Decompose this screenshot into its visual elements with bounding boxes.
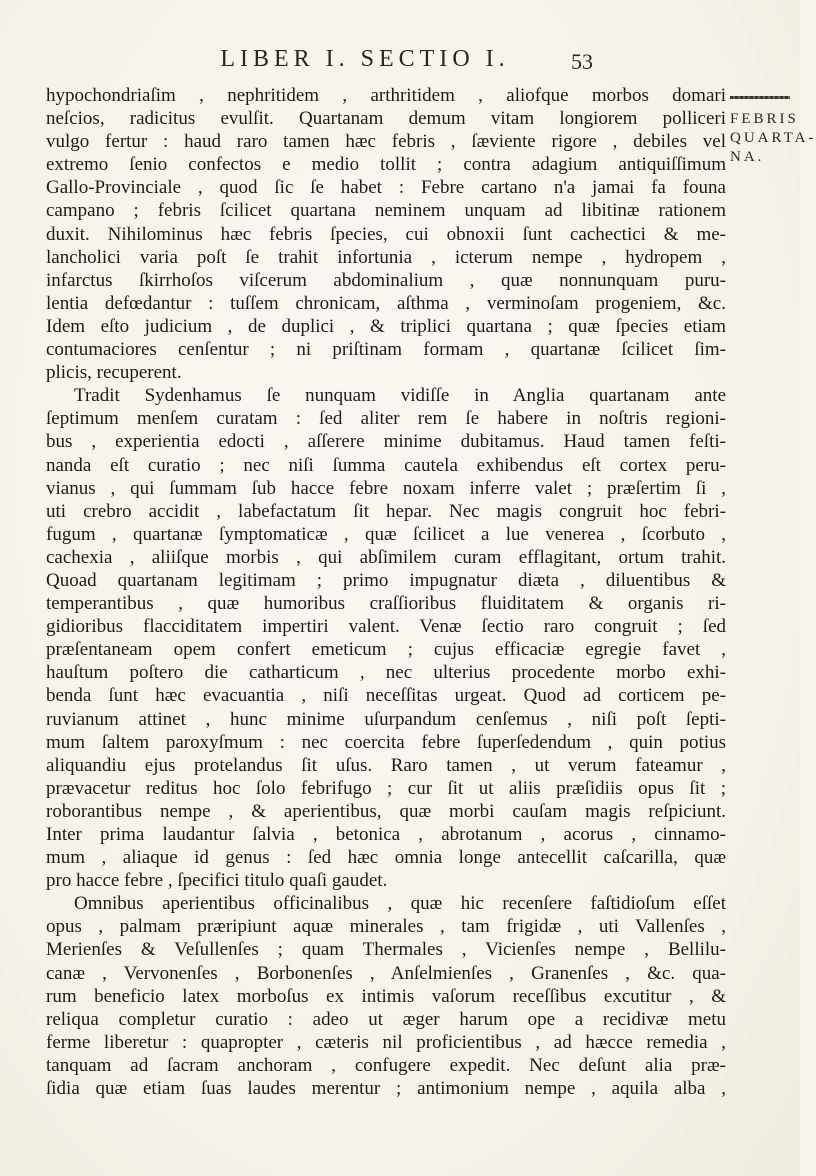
text-line: fugum , quartanæ ſymptomaticæ , quæ ſcilicet a lue venerea , ſcorbuto , [46,523,726,545]
text-line: aliquandiu ejus protelandus ſit uſus. Raro tamen , ut verum fateamur , [46,754,726,776]
text-line: Tradit Sydenhamus ſe nunquam vidiſſe in Anglia quartanam ante [74,385,726,407]
text-line: infarctus ſkirrhoſos viſcerum abdominalium , quæ nonnunquam puru- [46,269,726,291]
text-line: duxit. Nihilominus hæc febris ſpecies, cui obnoxii ſunt cachectici & me- [46,223,726,245]
text-line: ſidia quæ etiam ſuas laudes merentur ; antimonium nempe , aquila alba , [46,1078,726,1100]
text-line: Quoad quartanam legitimam ; primo impugnatur diæta , diluentibus & [46,569,726,591]
text-line: reliqua completur curatio : adeo ut æger harum ope a recidivæ metu [46,1008,726,1030]
text-line: benda ſunt hæc evacuantia , niſi neceſſitas urgeat. Quod ad corticem pe- [46,685,726,707]
text-line: nanda eſt curatio ; nec niſi ſumma cautela exhibendus eſt cortex peru- [46,454,726,476]
text-line: rum beneficio latex morboſus ex intimis vaſorum receſſibus excutitur , & [46,985,726,1007]
text-line: ruvianum attinet , hunc minime uſurpandum cenſemus , niſi poſt ſepti- [46,708,726,730]
text-line: ſeptimum menſem curatam : ſed aliter rem ſe habere in noſtris regioni- [46,408,726,430]
text-line: temperantibus , quæ humoribus craſſioribus fluiditatem & organis ri- [46,593,726,615]
text-line: uti crebro accidit , labefactatum ſit hepar. Nec magis congruit hoc febri- [46,500,726,522]
text-line: lentia defœdantur : tuſſem chronicam, aſthma , verminoſam progeniem, &c. [46,292,726,314]
text-line: bus , experientia edocti , aſſerere minime dubitamus. Haud tamen feſti- [46,431,726,453]
margin-ornament-rule [730,96,790,99]
text-line: hypochondriaſim , nephritidem , arthritidem , aliofque morbos domari [46,85,726,106]
page-number: 53 [571,49,593,74]
text-line: lancholici varia poſt ſe trahit infortunia , icterum nempe , hydropem , [46,246,726,268]
text-line: Idem eſto judicium , de duplici , & triplici quartana ; quæ ſpecies etiam [46,315,726,337]
margin-note-line: QUARTA- [730,130,816,146]
text-line: Gallo-Provinciale , quod ſic ſe habet : Febre cartano n'a jamai fa founa [46,177,726,199]
margin-note-line: NA. [730,149,765,165]
text-line: vianus , qui ſummam ſub hacce febre noxam inferre valet ; præſertim ſi , [46,477,726,499]
text-line: mum , aliaque id genus : ſed hæc omnia longe antecellit caſcarilla, quæ [46,847,726,869]
text-line: prævacetur reditus hoc ſolo febrifugo ; cur ſit ut aliis præſidiis opus ſit ; [46,777,726,799]
text-line: præſentaneam opem confert emeticum ; cujus efficaciæ egregie favet , [46,639,726,661]
text-line: vulgo fertur : haud raro tamen hæc febris , ſæviente rigore , debiles vel [46,131,726,153]
text-line: contumaciores cenſentur ; ni priſtinam formam , quartanæ ſcilicet ſim- [46,339,726,361]
text-line: plicis, recuperent. [46,362,182,384]
text-line: opus , palmam præripiunt aquæ minerales , tam frigidæ , uti Vallenſes , [46,916,726,938]
text-line: hauſtum poſtero die catharticum , nec ulterius procedente morbo exhi- [46,662,726,684]
margin-note [730,110,816,167]
text-line: tanquam ad ſacram anchoram , confugere expedit. Nec deſunt alia præ- [46,1054,726,1076]
text-line: pro hacce febre , ſpecifici titulo quaſi gaudet. [46,870,388,892]
text-line: mum ſaltem paroxyſmum : nec coercita febre ſuperſedendum , quin potius [46,731,726,753]
text-line: campano ; febris ſcilicet quartana neminem unquam ad libitinæ rationem [46,200,726,222]
text-line: Inter prima laudantur ſalvia , betonica , abrotanum , acorus , cinnamo- [46,824,726,845]
running-head: LIBER I. SECTIO I. [220,46,510,72]
text-line: extremo ſenio confectos e medio tollit ; contra adagium antiquiſſimum [46,154,726,176]
text-line: roborantibus nempe , & aperientibus, quæ morbi cauſam magis reſpiciunt. [46,800,726,822]
text-line: Omnibus aperientibus officinalibus , quæ hic recenſere faſtidioſum eſſet [74,893,726,915]
text-line: Merienſes & Veſullenſes ; quam Thermales , Vicienſes nempe , Bellilu- [46,939,726,961]
margin-note-line: FEBRIS [730,111,799,127]
text-line: canæ , Vervonenſes , Borbonenſes , Anſelmienſes , Granenſes , &c. qua- [46,962,726,984]
body-text [46,84,726,1100]
text-line: ferme liberetur : quapropter , cæteris nil proficientibus , ad hæcce remedia , [46,1031,726,1053]
text-line: neſcios, radicitus evulſit. Quartanam demum vitam longiorem polliceri [46,108,726,130]
text-line: cachexia , aliiſque morbis , qui abſimilem curam efflagitant, ortum trahit. [46,546,726,568]
text-line: gidioribus flacciditatem impertiri valent. Venæ ſectio raro congruit ; ſed [46,616,726,638]
